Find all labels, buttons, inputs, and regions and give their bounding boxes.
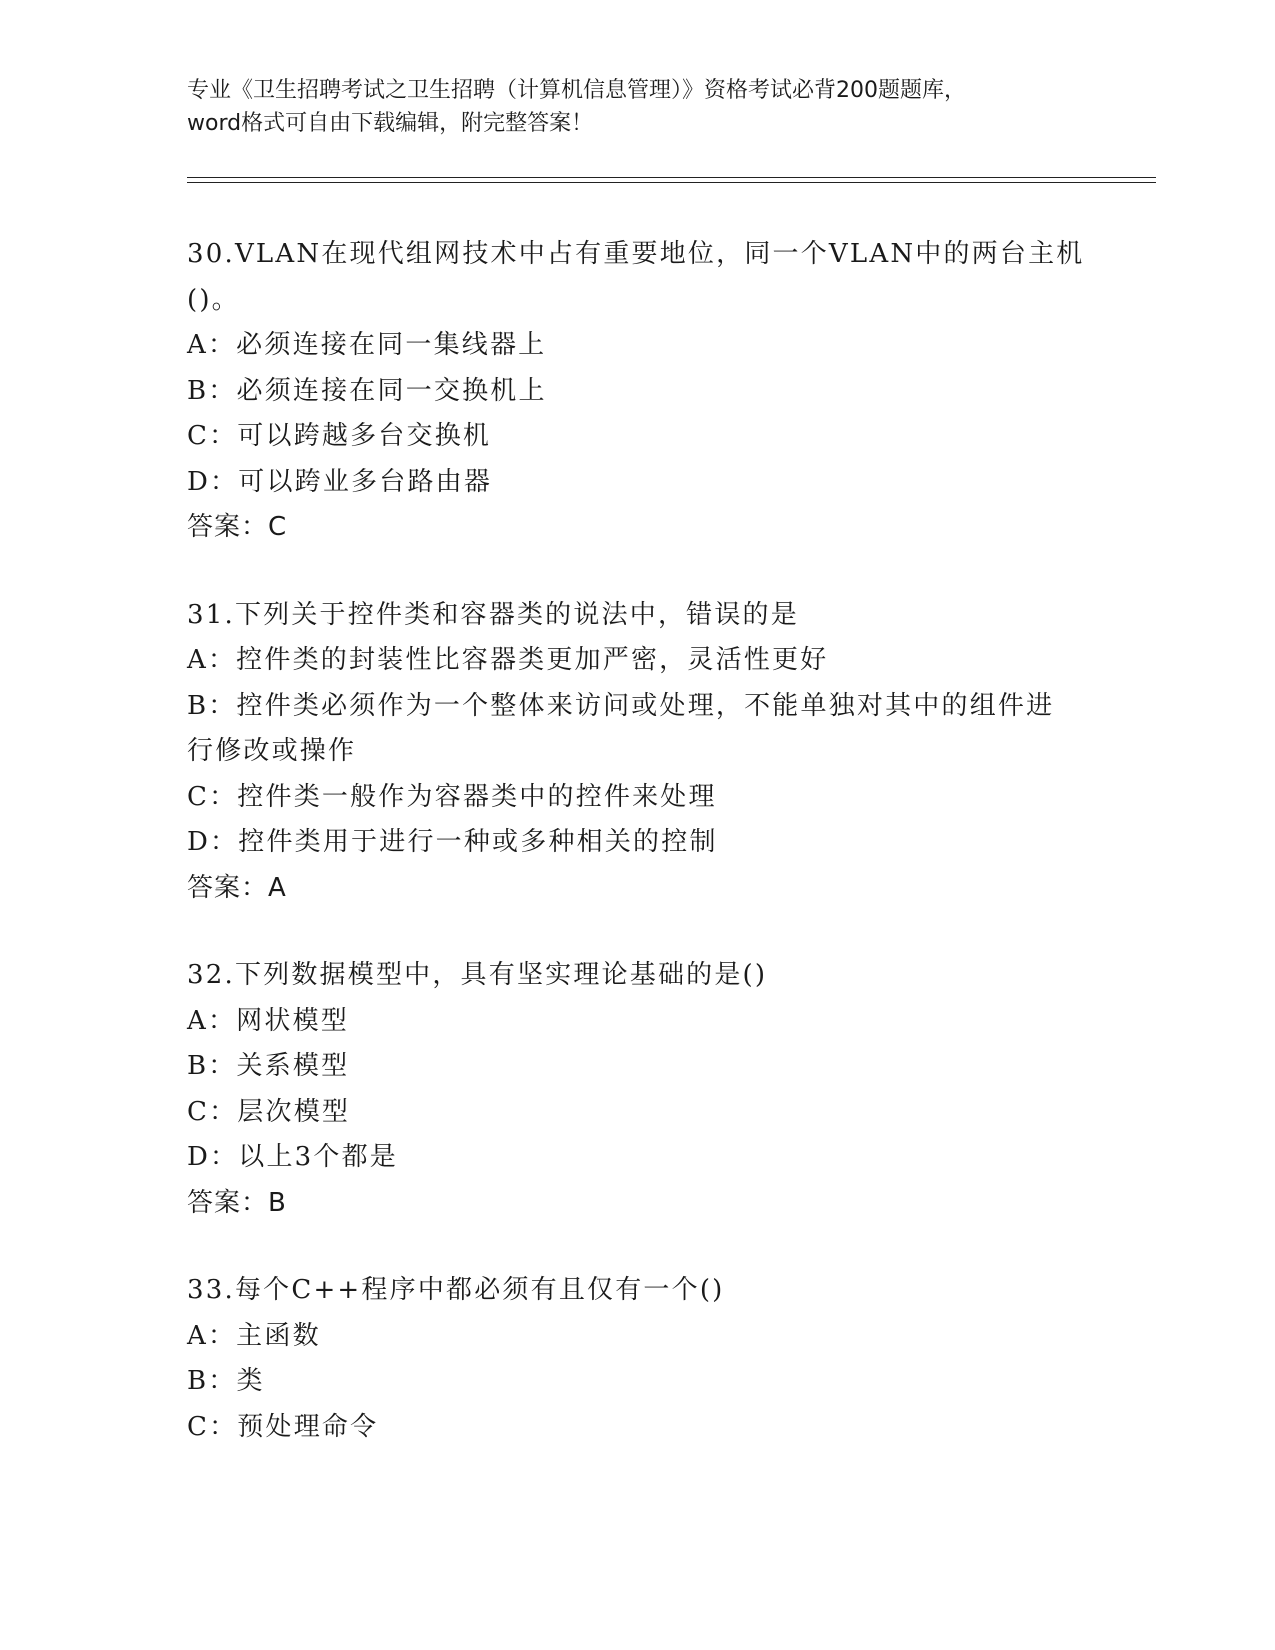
option-c: C：控件类一般作为容器类中的控件来处理: [187, 781, 717, 812]
option-d: D：控件类用于进行一种或多种相关的控制: [187, 827, 718, 857]
option-b: B：必须连接在同一交换机上: [187, 375, 547, 406]
option-a: A：主函数: [187, 1320, 321, 1351]
question-stem: 33.每个C++程序中都必须有且仅有一个(): [187, 1275, 725, 1305]
question-31: [187, 593, 1087, 912]
answer-line: 答案：C: [187, 512, 288, 542]
question-30: [187, 232, 1087, 551]
document-header: [187, 74, 1087, 140]
question-stem: 31.下列关于控件类和容器类的说法中，错误的是: [187, 599, 799, 630]
option-b: B：类: [187, 1366, 265, 1396]
option-a: A：控件类的封装性比容器类更加严密，灵活性更好: [187, 645, 829, 675]
header-divider-top: [187, 177, 1156, 178]
question-stem: 32.下列数据模型中，具有坚实理论基础的是(): [187, 960, 768, 990]
header-divider-bottom: [187, 182, 1156, 183]
option-d: D：可以跨业多台路由器: [187, 466, 493, 497]
question-32: [187, 953, 1087, 1226]
option-c: C：可以跨越多台交换机: [187, 421, 492, 451]
option-c: C：层次模型: [187, 1096, 351, 1127]
answer-line: 答案：B: [187, 1187, 287, 1218]
option-b-continued: 行修改或操作: [187, 736, 357, 766]
header-title-line-1: 专业《卫生招聘考试之卫生招聘（计算机信息管理）》资格考试必背200题题库，: [187, 78, 966, 103]
header-title-line-2: word格式可自由下载编辑，附完整答案！: [187, 111, 594, 136]
option-a: A：网状模型: [187, 1005, 349, 1036]
answer-line: 答案：A: [187, 872, 287, 903]
option-a: A：必须连接在同一集线器上: [187, 330, 547, 360]
question-stem: 30.VLAN在现代组网技术中占有重要地位，同一个VLAN中的两台主机: [187, 239, 1085, 269]
option-b: B：关系模型: [187, 1051, 350, 1081]
option-b: B：控件类必须作为一个整体来访问或处理，不能单独对其中的组件进: [187, 690, 1055, 721]
question-33: [187, 1268, 1087, 1450]
option-d: D：以上3个都是: [187, 1142, 398, 1172]
question-list: [187, 232, 1087, 1492]
question-stem-continued: ()。: [187, 284, 240, 315]
option-c: C：预处理命令: [187, 1411, 379, 1442]
